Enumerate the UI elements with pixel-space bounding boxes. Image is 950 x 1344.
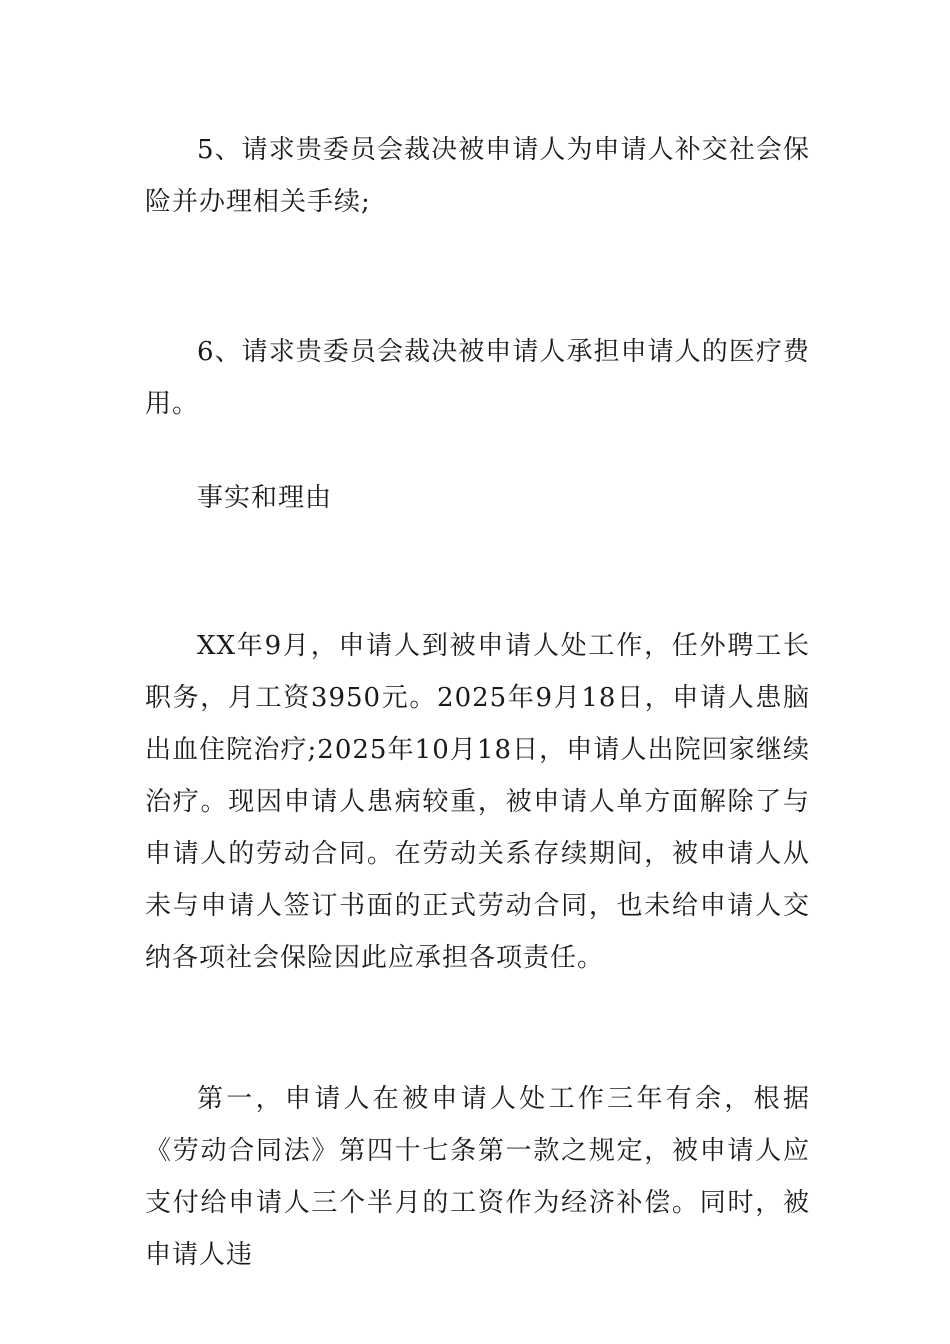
reason-paragraph-first: 第一，申请人在被申请人处工作三年有余，根据《劳动合同法》第四十七条第一款之规定，被申请人应支付给申请人三个半月的工资作为经济补偿。同时，被申请人违	[145, 1084, 810, 1270]
facts-paragraph: XX年9月，申请人到被申请人处工作，任外聘工长职务，月工资3950元。2025年9月18日，申请人患脑出血住院治疗;2025年10月18日，申请人出院回家继续治疗。现因申请人患病较重，被申请人单方面解除了与申请人的劳动合同。在劳动关系存续期间，被申请人从未与申请人签订书面的正式劳动合同，也未给申请人交纳各项社会保险因此应承担各项责任。	[145, 631, 810, 973]
claim-item-6: 6、请求贵委员会裁决被申请人承担申请人的医疗费用。	[145, 337, 810, 419]
section-heading-facts-and-reasons: 事实和理由	[197, 483, 333, 513]
claim-item-5: 5、请求贵委员会裁决被申请人为申请人补交社会保险并办理相关手续;	[145, 135, 810, 217]
